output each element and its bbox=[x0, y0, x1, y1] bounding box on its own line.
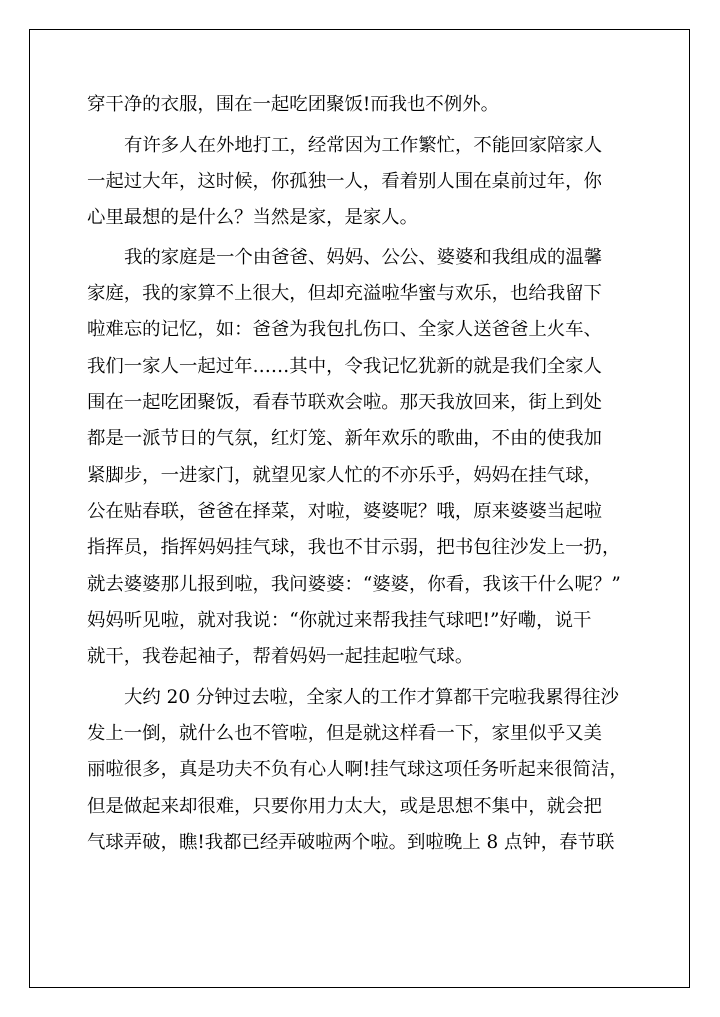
text-line: 一起过大年，这时候，你孤独一人，看着别人围在桌前过年，你 bbox=[87, 171, 602, 192]
text-line: 丽啦很多，真是功夫不负有心人啊!挂气球这项任务听起来很简洁， bbox=[87, 759, 628, 780]
text-line: 妈妈听见啦，就对我说：“你就过来帮我挂气球吧!”好嘞，说干 bbox=[87, 610, 592, 631]
text-line: 围在一起吃团聚饭，看春节联欢会啦。那天我放回来，街上到处 bbox=[87, 392, 602, 413]
text-line: 啦难忘的记忆，如：爸爸为我包扎伤口、全家人送爸爸上火车、 bbox=[87, 319, 602, 340]
paragraph-start-line: 大约 20 分钟过去啦，全家人的工作才算都干完啦我累得往沙 bbox=[124, 687, 619, 708]
text-line: 家庭，我的家算不上很大，但却充溢啦华蜜与欢乐，也给我留下 bbox=[87, 283, 602, 304]
text-line: 心里最想的是什么？当然是家，是家人。 bbox=[87, 207, 419, 228]
text-line: 气球弄破，瞧!我都已经弄破啦两个啦。到啦晚上 8 点钟，春节联 bbox=[87, 832, 615, 853]
text-line: 我们一家人一起过年……其中，令我记忆犹新的就是我们全家人 bbox=[87, 356, 602, 377]
text-line: 都是一派节日的气氛，红灯笼、新年欢乐的歌曲，不由的使我加 bbox=[87, 428, 602, 449]
paragraph-start-line: 有许多人在外地打工，经常因为工作繁忙，不能回家陪家人 bbox=[124, 135, 603, 156]
text-line: 穿干净的衣服，围在一起吃团聚饭!而我也不例外。 bbox=[87, 94, 499, 115]
text-line: 就干，我卷起袖子，帮着妈妈一起挂起啦气球。 bbox=[87, 646, 474, 667]
paragraph-start-line: 我的家庭是一个由爸爸、妈妈、公公、婆婆和我组成的温馨 bbox=[124, 247, 603, 268]
text-line: 就去婆婆那儿报到啦，我问婆婆：“婆婆，你看，我该干什么呢？” bbox=[87, 574, 621, 595]
text-line: 指挥员，指挥妈妈挂气球，我也不甘示弱，把书包往沙发上一扔， bbox=[87, 537, 621, 558]
text-line: 发上一倒，就什么也不管啦，但是就这样看一下，家里似乎又美 bbox=[87, 723, 602, 744]
text-line: 公在贴春联，爸爸在择菜，对啦，婆婆呢？哦，原来婆婆当起啦 bbox=[87, 501, 602, 522]
text-line: 但是做起来却很难，只要你用力太大，或是思想不集中，就会把 bbox=[87, 796, 602, 817]
text-line: 紧脚步，一进家门，就望见家人忙的不亦乐乎，妈妈在挂气球， bbox=[87, 465, 602, 486]
